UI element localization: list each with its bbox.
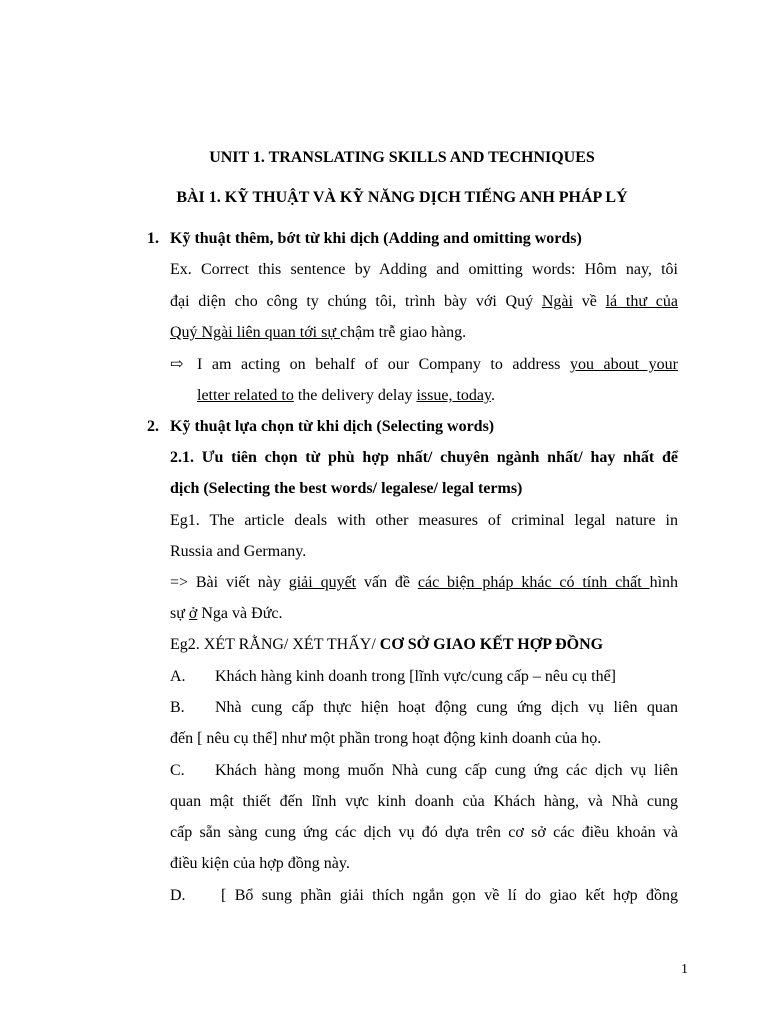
item-a-text: Khách hàng kinh doanh trong [lĩnh vực/cung cấp – nêu cụ thể]: [215, 668, 616, 685]
example-line-3: Quý Ngài liên quan tới sự chậm trễ giao hàng.: [170, 324, 467, 341]
page-number: 1: [681, 962, 688, 977]
subsection-2-1-line-2: dịch (Selecting the best words/ legalese/ legal terms): [170, 480, 523, 497]
item-b-line-1: Nhà cung cấp thực hiện hoạt động cung ứng dịch vụ liên quan: [215, 699, 678, 716]
answer-line-1: I am acting on behalf of our Company to address you about your: [197, 356, 679, 373]
eg1-line-2: Russia and Germany.: [170, 543, 307, 560]
item-b-line-2: đến [ nêu cụ thể] như một phần trong hoạt động kinh doanh của họ.: [170, 730, 602, 747]
item-c-line-3: cấp sẵn sàng cung ứng các dịch vụ đó dựa trên cơ sở các điều khoản và: [170, 824, 678, 841]
eg1-translation-line-2: sự ở Nga và Đức.: [170, 605, 283, 622]
item-d-letter: D.: [170, 887, 186, 904]
section-1-number: 1.: [147, 230, 159, 247]
section-2-number: 2.: [147, 418, 159, 435]
item-d-line-1: [ Bổ sung phần giải thích ngắn gọn về lí do giao kết hợp đồng: [221, 887, 678, 904]
item-c-line-2: quan mật thiết đến lĩnh vực kinh doanh của Khách hàng, và Nhà cung: [170, 793, 678, 810]
item-c-letter: C.: [170, 762, 185, 779]
item-c-line-4: điều kiện của hợp đồng này.: [170, 855, 350, 872]
unit-title: UNIT 1. TRANSLATING SKILLS AND TECHNIQUES: [209, 149, 595, 166]
lesson-title: BÀI 1. KỸ THUẬT VÀ KỸ NĂNG DỊCH TIẾNG ANH PHÁP LÝ: [176, 189, 628, 206]
subsection-2-1-line-1: 2.1. Ưu tiên chọn từ phù hợp nhất/ chuyên ngành nhất/ hay nhất để: [170, 449, 678, 466]
example-line-1: Ex. Correct this sentence by Adding and omitting words: Hôm nay, tôi: [170, 261, 678, 278]
eg1-line-1: Eg1. The article deals with other measures of criminal legal nature in: [170, 512, 678, 529]
arrow-icon: ⇨: [170, 356, 184, 373]
eg1-translation-line-1: => Bài viết này giải quyết vấn đề các biện pháp khác có tính chất hình: [170, 574, 679, 591]
item-b-letter: B.: [170, 699, 185, 716]
item-c-line-1: Khách hàng mong muốn Nhà cung cấp cung ứng các dịch vụ liên: [215, 762, 678, 779]
section-1-heading: Kỹ thuật thêm, bớt từ khi dịch (Adding and omitting words): [170, 230, 582, 247]
example-line-2: đại diện cho công ty chúng tôi, trình bày với Quý Ngài về lá thư của: [170, 293, 678, 310]
section-2-heading: Kỹ thuật lựa chọn từ khi dịch (Selecting words): [170, 418, 495, 435]
eg2-heading: Eg2. XÉT RẰNG/ XÉT THẤY/ CƠ SỞ GIAO KẾT HỢP ĐỒNG: [170, 636, 604, 653]
answer-line-2: letter related to the delivery delay issue, today.: [197, 387, 495, 404]
item-a-letter: A.: [170, 668, 186, 685]
